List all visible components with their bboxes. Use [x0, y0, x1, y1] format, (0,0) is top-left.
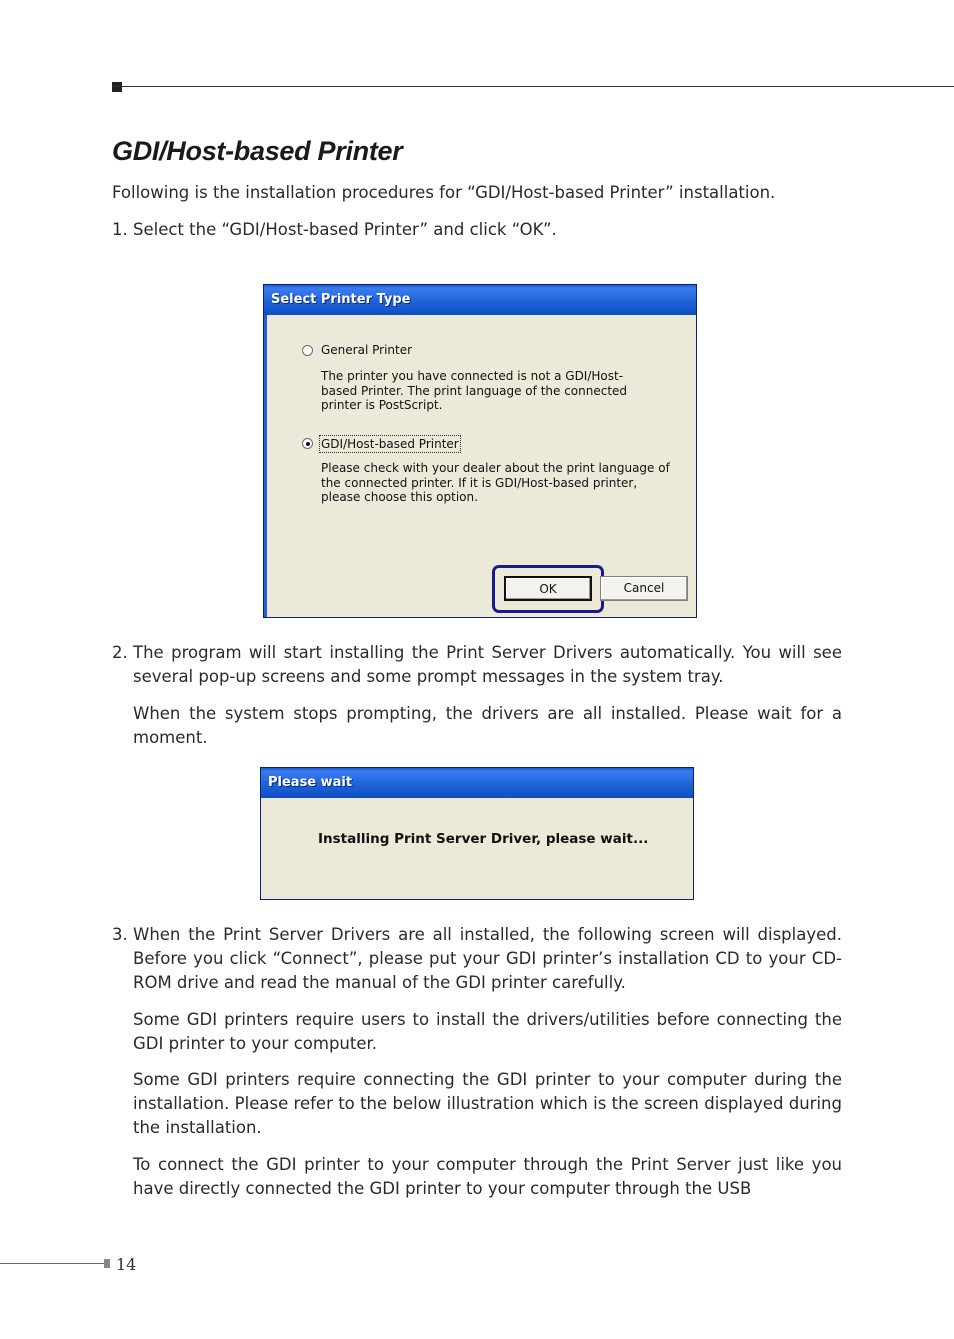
- wait-message: Installing Print Server Driver, please wait...: [318, 831, 649, 847]
- step-3-note-2: Some GDI printers require connecting the GDI printer to your computer during the installation. Please refer to the below illustration which is the screen displayed during the installation.: [133, 1070, 842, 1137]
- wait-dialog-titlebar: Please wait: [261, 768, 693, 798]
- ok-button[interactable]: OK: [504, 576, 592, 601]
- general-printer-description: The printer you have connected is not a GDI/Host-based Printer. The print language of the connected printer is PostScript.: [321, 369, 628, 412]
- dialog-left-border: [264, 315, 267, 617]
- gdi-printer-radio[interactable]: [302, 438, 313, 449]
- select-printer-type-dialog: [263, 284, 697, 618]
- gdi-printer-description: Please check with your dealer about the print language of the connected printer. If it is GDI/Host-based printer, please choose this option.: [321, 461, 670, 504]
- cancel-button[interactable]: Cancel: [600, 576, 688, 601]
- step-3-note-3: To connect the GDI printer to your computer through the Print Server just like you have directly connected the GDI printer to your computer through the USB: [133, 1155, 842, 1198]
- step-1-number: 1.: [112, 220, 128, 239]
- intro-paragraph: Following is the installation procedures for “GDI/Host-based Printer” installation.: [112, 183, 776, 202]
- dialog-titlebar: Select Printer Type: [264, 285, 696, 315]
- general-printer-label[interactable]: General Printer: [321, 343, 413, 357]
- general-printer-radio[interactable]: [302, 345, 313, 356]
- please-wait-dialog: [260, 767, 694, 900]
- step-3-number: 3.: [112, 925, 128, 944]
- footer-rule: [0, 1263, 104, 1264]
- footer-marker: [104, 1259, 110, 1268]
- gdi-printer-label[interactable]: GDI/Host-based Printer: [321, 437, 459, 451]
- header-rule: [112, 86, 954, 87]
- step-3-text: When the Print Server Drivers are all installed, the following screen will displayed. Before you click “Connect”, please put your GDI printer’s installation CD to your CD-ROM drive and read the manual of the GDI printer carefully.: [133, 925, 842, 992]
- header-marker: [112, 82, 122, 92]
- step-2-text: The program will start installing the Print Server Drivers automatically. You will see several pop-up screens and some prompt messages in the system tray.: [133, 643, 842, 686]
- page-number: 14: [116, 1255, 137, 1274]
- step-1-text: Select the “GDI/Host-based Printer” and click “OK”.: [133, 220, 557, 239]
- step-2-note: When the system stops prompting, the drivers are all installed. Please wait for a moment.: [133, 704, 842, 747]
- section-title: GDI/Host-based Printer: [112, 136, 403, 166]
- step-3-note-1: Some GDI printers require users to install the drivers/utilities before connecting the GDI printer to your computer.: [133, 1010, 842, 1053]
- step-2-number: 2.: [112, 643, 128, 662]
